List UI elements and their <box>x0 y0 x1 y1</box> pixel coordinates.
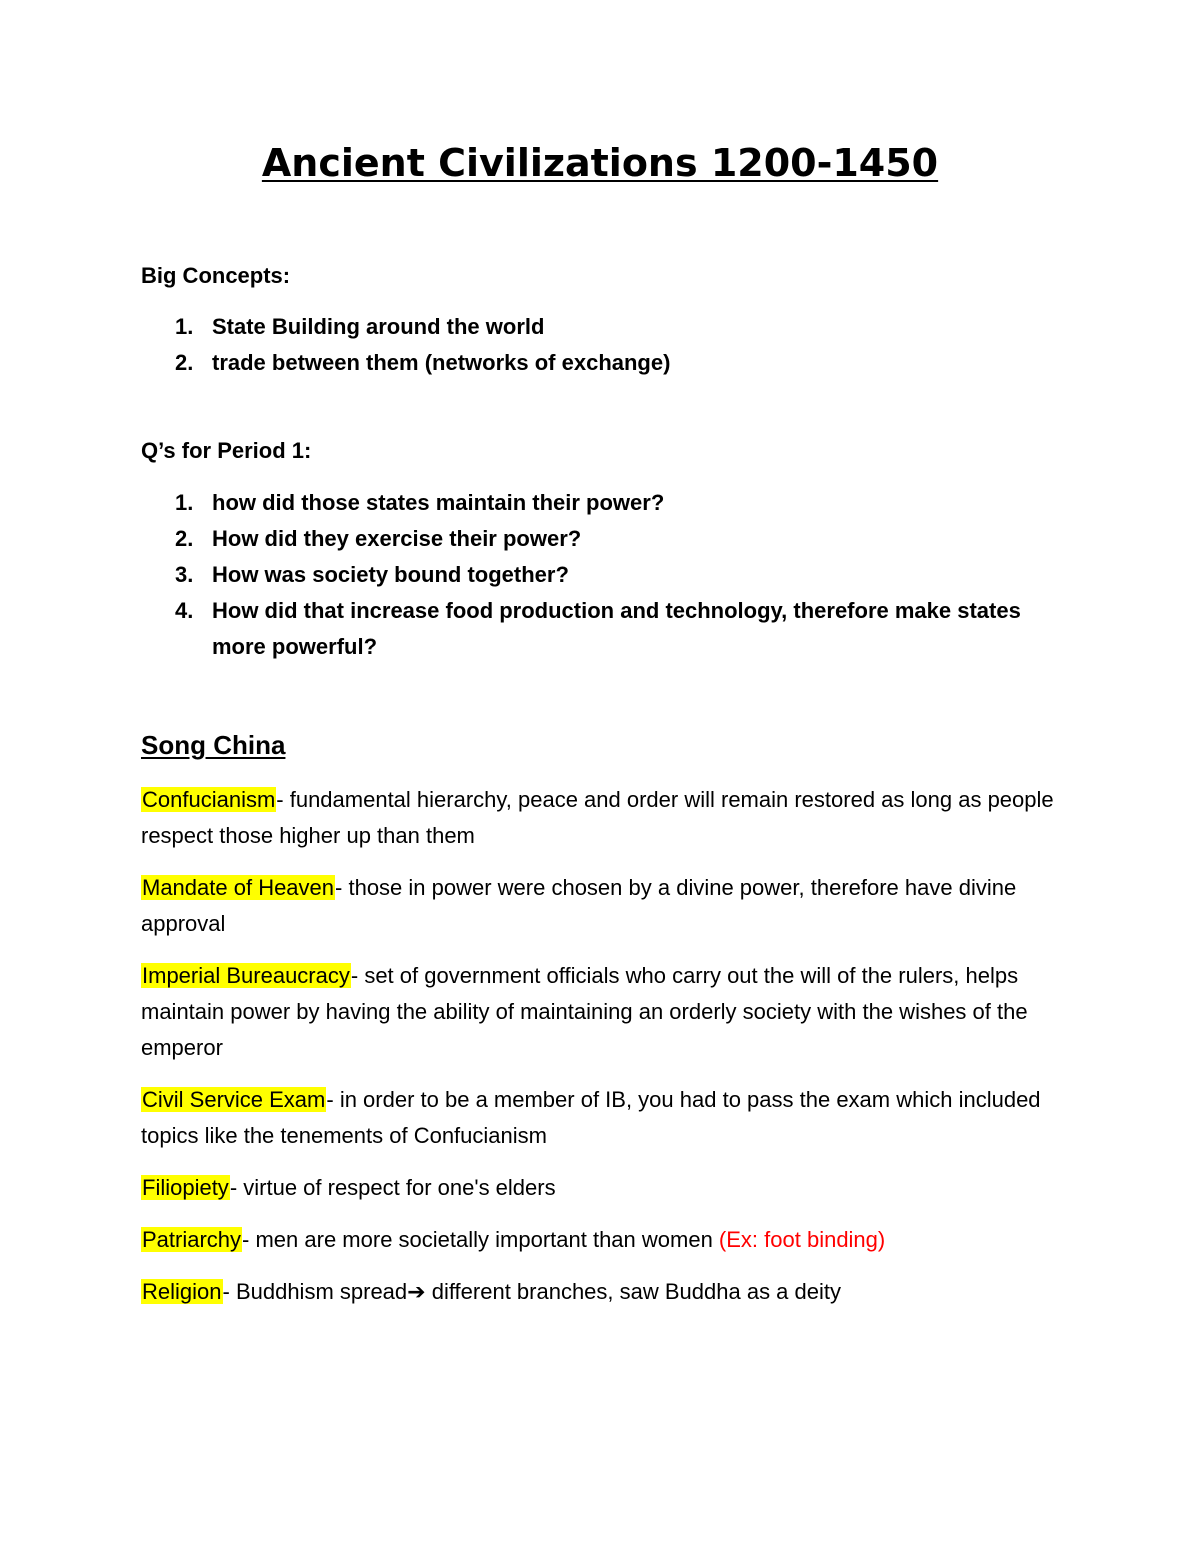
term-entry <box>141 1222 1081 1258</box>
questions-label: Q’s for Period 1: <box>141 438 312 463</box>
questions-list <box>141 485 1061 665</box>
song-china-heading: Song China <box>141 730 286 760</box>
term-name: Religion <box>142 1279 222 1304</box>
list-number: 1. <box>175 314 194 339</box>
list-number: 4. <box>175 598 194 623</box>
term-definition: - fundamental hierarchy, peace and order will remain restored as long as people respect those higher up than them <box>141 787 1054 848</box>
list-item-text: how did those states maintain their power? <box>212 490 665 515</box>
term-entry <box>141 1170 1081 1206</box>
term-name: Filiopiety <box>142 1175 229 1200</box>
list-item-text: How was society bound together? <box>212 562 569 587</box>
list-item <box>141 593 1061 665</box>
term-name: Mandate of Heaven <box>142 875 335 900</box>
term-entry <box>141 782 1081 854</box>
term-name: Patriarchy <box>142 1227 242 1252</box>
term-entry <box>141 870 1081 942</box>
list-number: 1. <box>175 490 194 515</box>
big-concepts-label: Big Concepts: <box>141 263 291 288</box>
list-number: 3. <box>175 562 194 587</box>
arrow-icon: ➔ <box>407 1279 426 1304</box>
term-definition: - in order to be a member of IB, you had to pass the exam which included topics like the tenements of Confucianism <box>141 1087 1041 1148</box>
big-concepts-list <box>141 309 1061 381</box>
list-item <box>141 557 1061 593</box>
list-item-text: trade between them (networks of exchange) <box>212 350 671 375</box>
term-name: Civil Service Exam <box>142 1087 326 1112</box>
term-definition: - set of government officials who carry out the will of the rulers, helps maintain power by having the ability of maintaining an orderly society with the wishes of the emperor <box>141 963 1028 1060</box>
term-definition: - those in power were chosen by a divine power, therefore have divine approval <box>141 875 1017 936</box>
list-item <box>141 521 1061 557</box>
list-item <box>141 345 1061 381</box>
term-entry <box>141 1082 1081 1154</box>
term-definition: - virtue of respect for one's elders <box>229 1175 556 1200</box>
list-item <box>141 485 1061 521</box>
list-item-text: State Building around the world <box>212 314 545 339</box>
list-item-text: How did that increase food production and technology, therefore make states more powerful? <box>212 598 1021 659</box>
list-number: 2. <box>175 526 194 551</box>
term-entry <box>141 958 1081 1066</box>
list-item <box>141 309 1061 345</box>
song-china-terms <box>141 782 1081 1326</box>
term-note: (Ex: foot binding) <box>718 1227 886 1252</box>
term-definition: - men are more societally important than women <box>242 1227 719 1252</box>
document-title: Ancient Civilizations 1200-1450 <box>261 141 939 185</box>
list-number: 2. <box>175 350 194 375</box>
term-definition: - Buddhism spread <box>222 1279 408 1304</box>
term-entry <box>141 1274 1081 1310</box>
term-name: Imperial Bureaucracy <box>142 963 350 988</box>
term-name: Confucianism <box>142 787 276 812</box>
list-item-text: How did they exercise their power? <box>212 526 582 551</box>
term-definition-continued: different branches, saw Buddha as a deity <box>425 1279 842 1304</box>
